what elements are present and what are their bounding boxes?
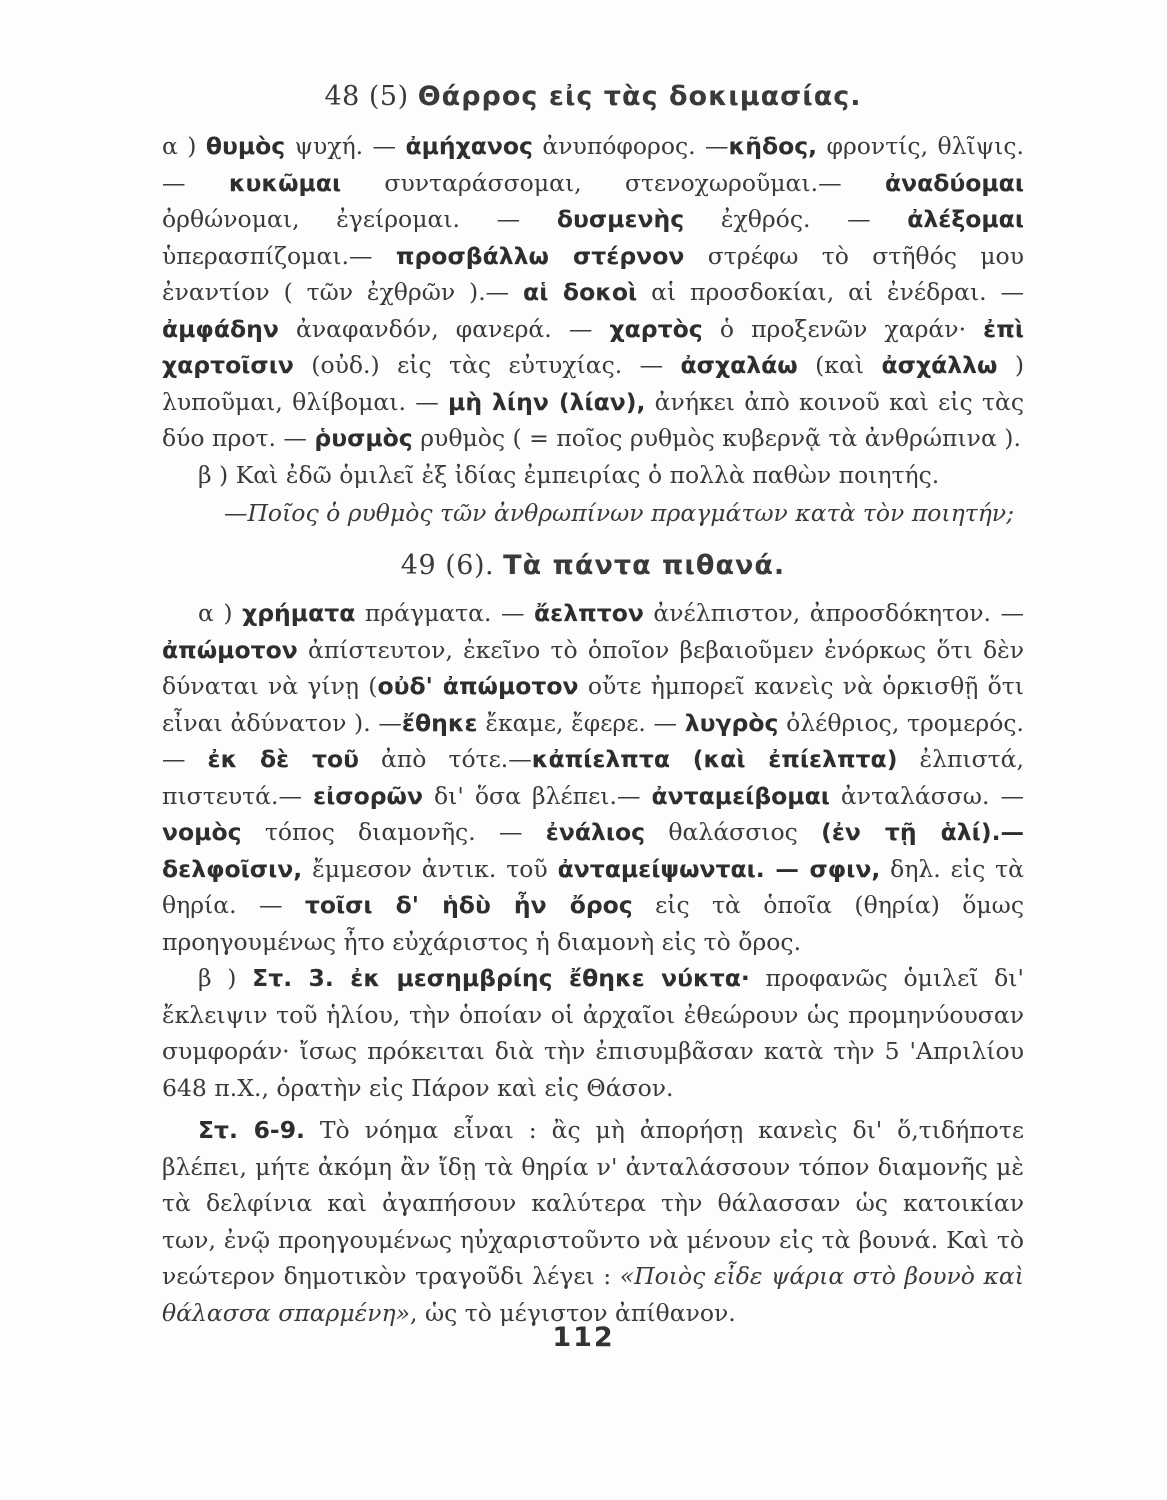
headword: ἀνταμείβομαι [651, 781, 830, 810]
gloss: (οὐδ.) εἰς τὰς εὐτυχίας. — [293, 351, 681, 379]
headword: ἐπὶ χαρτοῖσιν [162, 314, 1024, 379]
section-49-title: Τὰ πάντα πιθανά. [503, 550, 786, 581]
gloss: ἀνέλπιστον, ἀπροσδόκητον. — [643, 599, 1024, 627]
gloss: πράγματα. — [355, 599, 535, 627]
gloss: δι' ὅσα βλέπει.— [423, 781, 652, 810]
headword: ἀμήχανος [405, 132, 533, 160]
gloss: ρυθμὸς ( = ποῖος ρυθμὸς κυβερνᾷ τὰ ἀνθρώπινα ). [412, 424, 1021, 452]
gloss: ἀναφανδόν, φανερά. — [278, 314, 610, 343]
section-49-number: 49 (6). [400, 550, 495, 581]
gloss: ἐχθρός. — [684, 205, 908, 233]
gloss: ἀνήκει ἀπὸ κοινοῦ καὶ εἰς τὰς δύο προτ. — [162, 387, 1024, 452]
headword: μὴ λίην (λίαν), [448, 387, 646, 416]
gloss: εἰς τὰ ὁποῖα (θηρία) ὅμως προηγουμένως ἦτο εὐχάριστος ἡ διαμονὴ εἰς τὸ ὄρος. [162, 891, 1024, 956]
study-question: —Ποῖος ὁ ρυθμὸς τῶν ἀνθρωπίνων πραγμάτων κατὰ τὸν ποιητήν; [223, 499, 1014, 527]
quotation: «Ποιὸς εἶδε ψάρια στὸ βουνὸ καὶ θάλασσα σπαρμένη» [162, 1262, 1024, 1327]
gloss: (καὶ [797, 351, 882, 379]
label-a: α ) [162, 132, 197, 160]
gloss: ἔμμεσον ἀντικ. τοῦ [302, 854, 558, 883]
gloss: , ὡς τὸ μέγιστον ἀπίθανον. [410, 1298, 736, 1327]
gloss: ἀπίστευτον, ἐκεῖνο τὸ ὁποῖον βεβαιοῦμεν ἐνόρκως ὅτι δὲν δύναται νὰ γίνῃ ( [162, 635, 1024, 700]
section-48-commentary [162, 457, 1024, 494]
headword: ἀμφάδην [162, 314, 279, 343]
section-48-glossary [162, 128, 1024, 457]
gloss: ὀρθώνομαι, ἐγείρομαι. — [162, 205, 557, 233]
headword: (ἐν τῇ ἁλί).— δελφοῖσιν, [162, 818, 1025, 883]
gloss: προφανῶς ὁμιλεῖ δι' ἔκλειψιν τοῦ ἡλίου, τὴν ὁποίαν οἱ ἀρχαῖοι ἐθεώρουν ὡς προμηνύουσαν συμφοράν· ἴσως πρόκειται διὰ τὴν ἐπισυμβᾶσαν κατὰ τὴν 5 'Απριλίου 648 π.Χ., ὁρατὴν εἰς Πάρον καὶ εἰς Θάσον. [162, 964, 1024, 1102]
gloss: ὁ προξενῶν χαράν· [702, 314, 984, 343]
headword: ἐκ δὲ τοῦ [207, 745, 359, 773]
gloss: ἔκαμε, ἔφερε. — [477, 708, 685, 737]
headword: ἀσχάλλω [881, 351, 998, 379]
section-49-commentary-text [162, 964, 1024, 1102]
gloss: οὔτε ἠμπορεῖ κανεὶς νὰ ὁρκισθῇ ὅτι εἶναι ἀδύνατον ). — [162, 672, 1025, 737]
gloss: ἀπὸ τότε.— [358, 745, 532, 773]
gloss: ἀνυπόφορος. — [533, 132, 729, 160]
gloss: ὀλέθριος, τρομερός.— [162, 708, 1024, 773]
headword: εἰσορῶν [313, 781, 423, 810]
headword: ῥυσμὸς [314, 424, 413, 452]
headword: χρήματα [242, 599, 356, 627]
headword: ἀλέξομαι [907, 205, 1024, 233]
headword: ἔθηκε [401, 708, 478, 737]
headword: ἀσχαλάω [680, 351, 798, 379]
gloss: φροντίς, θλῖψις. — [162, 132, 1024, 197]
headword: προσβάλλω στέρνον [395, 241, 685, 270]
gloss: Τὸ νόημα εἶναι : ἂς μὴ ἀπορήσῃ κανεὶς δι' ὅ,τιδήποτε βλέπει, μήτε ἀκόμη ἂν ἴδῃ τὰ θηρία ν' ἀνταλάσσουν τόπον διαμονῆς μὲ τὰ δελφίνια καὶ ἀγαπήσουν καλύτερα τὴν θάλασσαν ὡς κατοικίαν των, ἐνῷ προηγουμένως ηὐχαριστοῦντο νὰ μένουν εἰς τὰ βουνά. Καὶ τὸ νεώτερον δημοτικὸν τραγοῦδι λέγει : [162, 1116, 1024, 1290]
headword: νομὸς [162, 818, 242, 846]
headword: ἐνάλιος [545, 818, 646, 846]
label-b: β ) [198, 460, 229, 489]
gloss: συνταράσσομαι, στενοχωροῦμαι.— [341, 168, 885, 197]
section-49-commentary [162, 960, 1024, 1106]
gloss: θαλάσσιος [645, 818, 822, 846]
headword: δυσμενὴς [556, 205, 685, 233]
section-48-glossary-text [162, 132, 1024, 452]
headword: χαρτὸς [609, 314, 703, 343]
section-48-number: 48 (5) [324, 81, 409, 112]
gloss: ψυχή. — [285, 132, 406, 160]
gloss: αἱ προσδοκίαι, αἱ ἐνέδραι. — [637, 278, 1024, 306]
gloss: ἀνταλάσσω. — [829, 781, 1024, 810]
section-48-heading [162, 74, 1024, 120]
headword: κυκῶμαι [228, 168, 342, 197]
gloss: δηλ. εἰς τὰ θηρία. — [162, 854, 1025, 919]
headword: ἀπώμοτον [162, 635, 298, 664]
label-a: α ) [198, 599, 233, 627]
headword: λυγρὸς [684, 708, 779, 737]
gloss: ὑπερασπίζομαι.— [162, 241, 396, 270]
section-49-glossary [162, 595, 1024, 960]
headword: αἱ δοκοὶ [523, 278, 638, 306]
section-49-heading [162, 543, 1024, 589]
headword: Στ. 3. ἐκ μεσημβρίης ἔθηκε νύκτα· [252, 964, 750, 992]
gloss: τόπος διαμονῆς. — [241, 818, 546, 846]
gloss: στρέφω τὸ στῆθός μου ἐναντίον ( τῶν ἐχθρῶν ).— [162, 241, 1024, 306]
label-b: β ) [198, 964, 237, 992]
headword: Στ. 6-9. [198, 1116, 305, 1144]
gloss: ) λυποῦμαι, θλίβομαι. — [162, 351, 1024, 416]
headword: τοῖσι δ' ἡδὺ ἦν ὄρος [304, 891, 633, 919]
section-49-verses-note [162, 1112, 1024, 1331]
headword: ἀναδύομαι [884, 168, 1024, 197]
headword: κἀπίελπτα (καὶ ἐπίελπτα) [531, 745, 898, 773]
gloss: ἐλπιστά, πιστευτά.— [162, 745, 1025, 810]
section-48-commentary-text: Καὶ ἐδῶ ὁμιλεῖ ἐξ ἰδίας ἐμπειρίας ὁ πολλὰ παθὼν ποιητής. [235, 460, 940, 489]
headword: κῆδος, [728, 132, 818, 160]
headword: οὐδ' ἀπώμοτον [377, 672, 579, 700]
headword: ἄελπτον [534, 599, 644, 627]
headword: θυμὸς [205, 132, 286, 160]
section-49-glossary-text [162, 599, 1024, 956]
section-49-verses-text [162, 1116, 1024, 1327]
page-number: 112 [552, 1322, 615, 1353]
page-body [162, 72, 1024, 1331]
headword: ἀνταμείψωνται. — σφιν, [557, 854, 881, 883]
section-48-title: Θάρρος εἰς τὰς δοκιμασίας. [417, 81, 862, 112]
